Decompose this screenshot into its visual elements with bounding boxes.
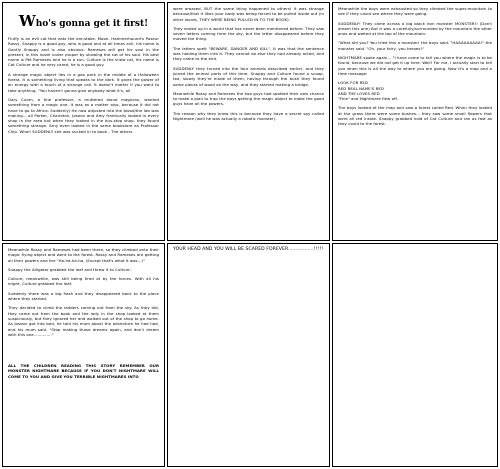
paragraph: The letters spelt "BEWARE, DANGER AND KILL". It was that the sentence was holding them into it. They cannot do else they had already acted, and they came to the end. — [173, 45, 324, 62]
paragraph: NIGHTMARE spoke again... "I have come to tell you where the magic is to be found, because we did not get it up here. Well! For me, I actually start to tell you when this is all the way to where you are going. Now it's a map and a time message: — [338, 55, 492, 76]
riddle-line: LOOK FOR RED — [338, 80, 368, 86]
paragraph: Meanwhile Rossy and Rameses the two guys had spotted their own chance to make a plan to trap the boys getting the magic object to make the good guys have all the powers. — [173, 90, 324, 107]
paragraph: Meanwhile the boys were exhausted so they climbed the super-mountain to see if they could see where they were going. — [338, 6, 492, 17]
panel-1-text — [8, 36, 159, 134]
panel-5 — [167, 243, 330, 467]
panel-1 — [2, 2, 165, 241]
paragraph: "What did you? You tried this a monster! the boys said. "HAAAAAAAAA!" the monster said. "Oh, your fairy, you heroes!" — [338, 40, 492, 51]
paragraph: A strange magic object lies in a goo park in the middle of a Halloween forest. It is something living that speaks to the dark. It gives the power of an energy with a touch of a strange call. It doesn't matter if you want to take anything. "You haven't gonna give anybody what it's, all — [8, 71, 159, 93]
paragraph: Fluffy is an evil cat that eats the are-stake. Moon. Hammerhound's Poseur Rossy, Snappy is a good guy, who is good and at all times evil, his name is Gantly Snappy and is also obvious. Rameses will get his soul in the present, in this novel under proper by showing the cat of his soul. His best name is Pet Rameses and he is a sun. Culture is the snow cat, his name is Cat Culture and he very cared, he is a good guy. — [8, 36, 159, 68]
paragraph: They ended up in a world that has never been mentioned before. They saw seven letters coming from the sky, but the letter disappeared before they moved the thing. — [173, 25, 324, 42]
panel-6-empty — [332, 243, 498, 467]
blank-space — [8, 341, 159, 363]
paragraph: Suddenly there was a big flash and they disappeared back to the place where they started. — [8, 290, 159, 302]
paragraph: SUDDENLY! They came across a big black iron monster MONSTER!! (Don't dream this one) But it was a carefully/surrounded by the mountain the other ones and waited at the top of the mountain. — [338, 20, 492, 37]
paragraph: Gary Cuom, a fine professor, a muttered aloud magician, wanted something from a magic one. It was as a matter also, because it did not have to go to Africa. Suddenly/ He now adjusted into the blood/the lab was making... all Parker, Charleton, Joseon and Amy frantically looked in every shop in the area but when they looked in the bus-stop shop, they found something strange. Amy even looked in the same bookstore as Professor Chip. When SUDDENLY she was sucked in to book - The others — [8, 96, 159, 134]
panel-4 — [2, 243, 165, 467]
paragraph: were amazed. BUT the same thing happened to others! It was strange because/that it likes your body was being forced to be pulled inside out (in other words, THEY WERE BEING PULLED IN TO THE BOOK). — [173, 6, 324, 22]
paragraph: The reason why they knew this is because they have a secret spy called Nightmare (well he was actually a robotic monster). — [173, 110, 324, 122]
paragraph: They decided to climb the ladders coming out from the sky. As they did, they came out from the book and the lady in the shop looked at them suspiciously, but they ignored her and walked out of the shop to go home. As Joseon got into bed, he told his mum about the adventure he had had, and his mum said, "Stop making those dreams again, and don't dream with this one.............." — [8, 305, 159, 337]
paragraph: "Fine" and Nightmare flew off. — [338, 96, 398, 102]
panel-2 — [167, 2, 330, 241]
closing-continued: YOUR HEAD AND YOU WILL BE SCARED FOREVER.................!!!!! — [173, 247, 324, 252]
paragraph: Snappy the Alligator grabbed the leaf and threw it to Culture. — [8, 266, 131, 272]
paragraph: Culture, meanwhile, was still being fired at by the forces. With all his might, Culture grabbed the leaf. — [8, 276, 159, 287]
title-initial: W — [18, 12, 36, 30]
story-title — [8, 12, 159, 30]
panel-3 — [332, 2, 498, 241]
riddle-line: AND THE LOVES RED — [338, 90, 380, 96]
title-rest: ho's gonna get it first! — [35, 19, 149, 29]
closing-text: ALL THE CHILDREN READING THIS STORY REMEMBER OUR MONSTER NIGHTMARE BECAUSE IF YOU DON'T NIGHTMARE WILL COME TO YOU AND GIVE YOU TERRIBLE NIGHTMARES INTO — [8, 363, 159, 379]
closing-warning — [8, 363, 159, 379]
paragraph: Meanwhile Rossy and Rameses had been there, so they climbed onto their magic flying object and went to the forest. Rossy and Rameses are getting all their powers and the "Ha-ha-ha-ha, (Except that's what it was...)" — [8, 247, 159, 263]
riddle-line: RED REAL NAME'S RED — [338, 85, 384, 91]
paragraph: SUDDENLY they turned into the four animals described earlier, and they joined the animal parts of this time. Snappy and Culture found a scoop, tea, slowly they're made of them, having through the bush they found some pieces of wood on the way, and they started making a bridge. — [173, 65, 324, 87]
paragraph: The boys looked at the map and saw a forest called Red. When they looked at the grass there were some bushes... they saw some small flowers that were all red inside. Snappy grabbed hold of Cat Culture and ran as fast as they could to the forest. — [338, 105, 492, 127]
